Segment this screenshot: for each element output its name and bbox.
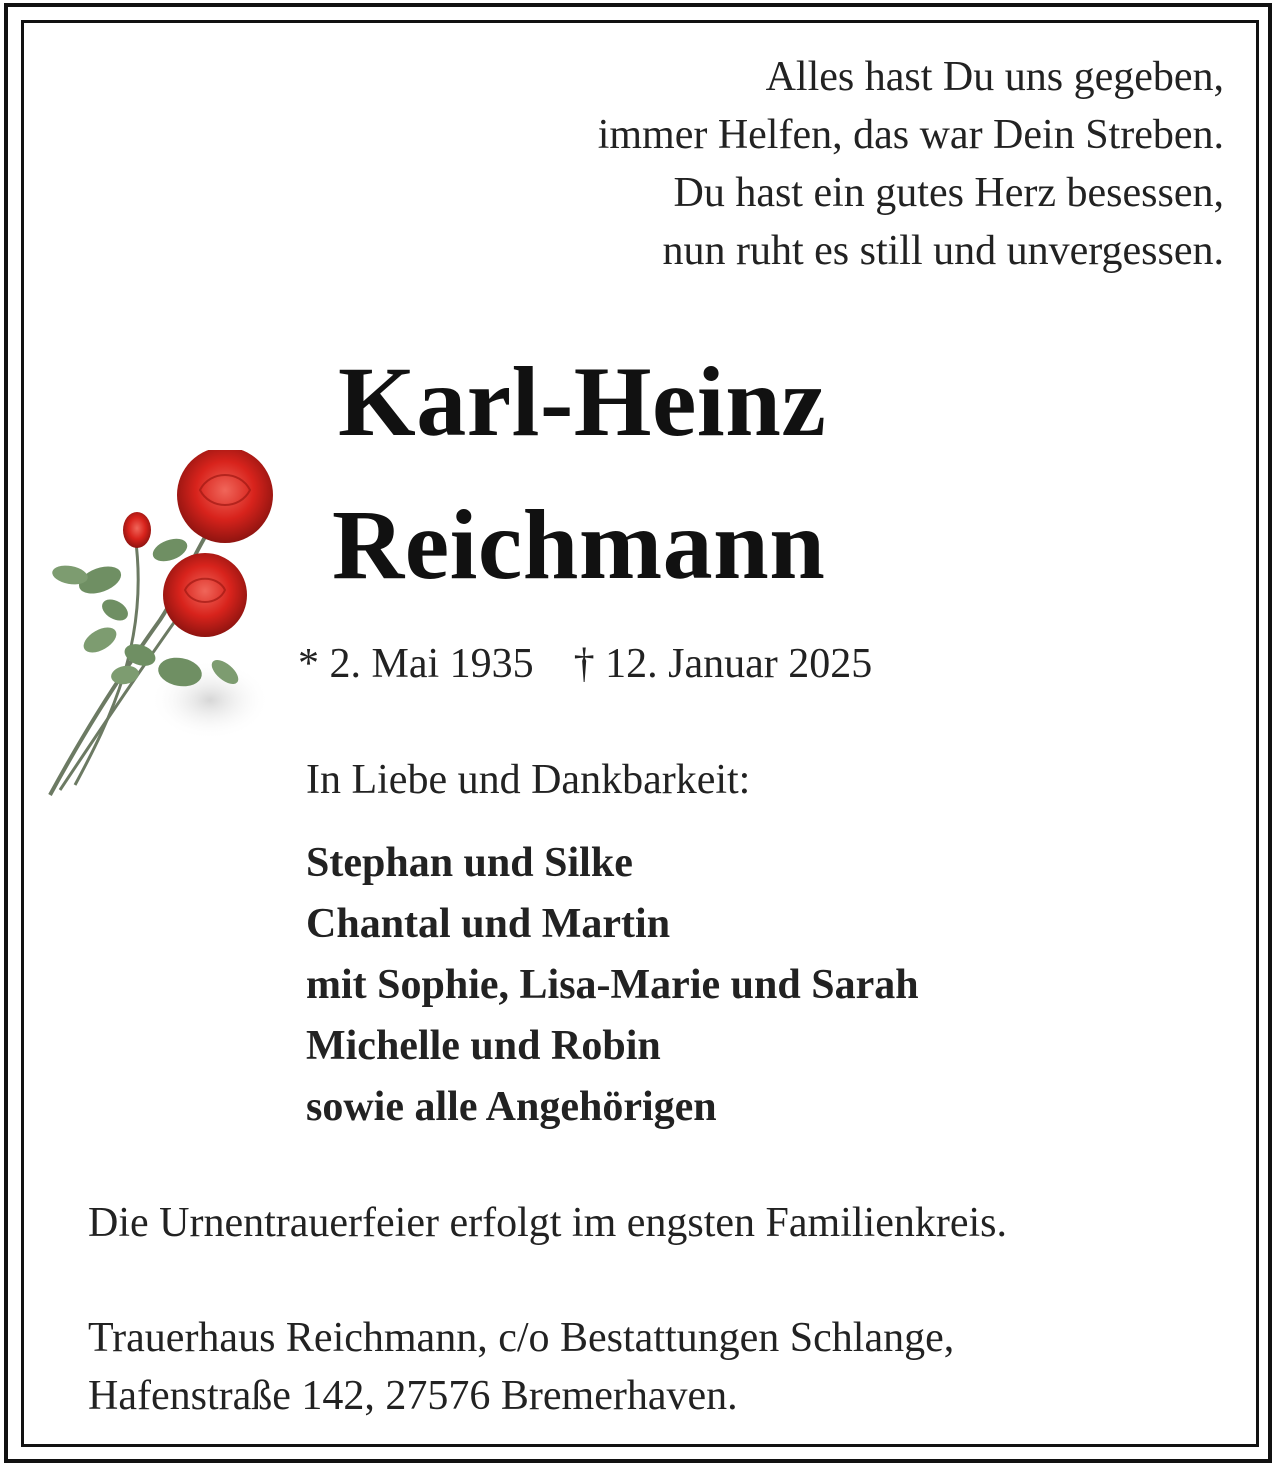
rose-bloom xyxy=(177,450,273,543)
poem-line: immer Helfen, das war Dein Streben. xyxy=(597,112,1224,158)
poem-line: Alles hast Du uns gegeben, xyxy=(765,54,1224,100)
roses-icon xyxy=(40,450,290,800)
family-member: mit Sophie, Lisa-Marie und Sarah xyxy=(306,962,919,1008)
address-line: Trauerhaus Reichmann, c/o Bestattungen Schlange, xyxy=(88,1315,955,1361)
poem xyxy=(424,48,1224,280)
birth-date: * 2. Mai 1935 xyxy=(298,641,534,687)
family-member: Stephan und Silke xyxy=(306,840,633,886)
family-member: Chantal und Martin xyxy=(306,901,671,947)
address-line: Hafenstraße 142, 27576 Bremerhaven. xyxy=(88,1373,738,1419)
rose-bud xyxy=(123,512,151,548)
leaf xyxy=(79,622,120,657)
life-dates xyxy=(298,636,872,692)
deceased-first-name: Karl-Heinz xyxy=(338,346,827,457)
leaf xyxy=(98,595,131,625)
family-member: Michelle und Robin xyxy=(306,1023,661,1069)
family-member: sowie alle Angehörigen xyxy=(306,1084,717,1130)
rose-bloom xyxy=(163,553,247,637)
death-date: † 12. Januar 2025 xyxy=(573,641,873,687)
ceremony-note: Die Urnentrauerfeier erfolgt im engsten Familienkreis. xyxy=(88,1200,1007,1246)
poem-line: nun ruht es still und unvergessen. xyxy=(662,228,1224,274)
address xyxy=(88,1309,954,1425)
deceased-last-name: Reichmann xyxy=(332,489,826,600)
poem-line: Du hast ein gutes Herz besessen, xyxy=(673,170,1224,216)
family-list xyxy=(306,833,919,1138)
dedication: In Liebe und Dankbarkeit: xyxy=(306,757,751,803)
leaf xyxy=(110,664,141,687)
